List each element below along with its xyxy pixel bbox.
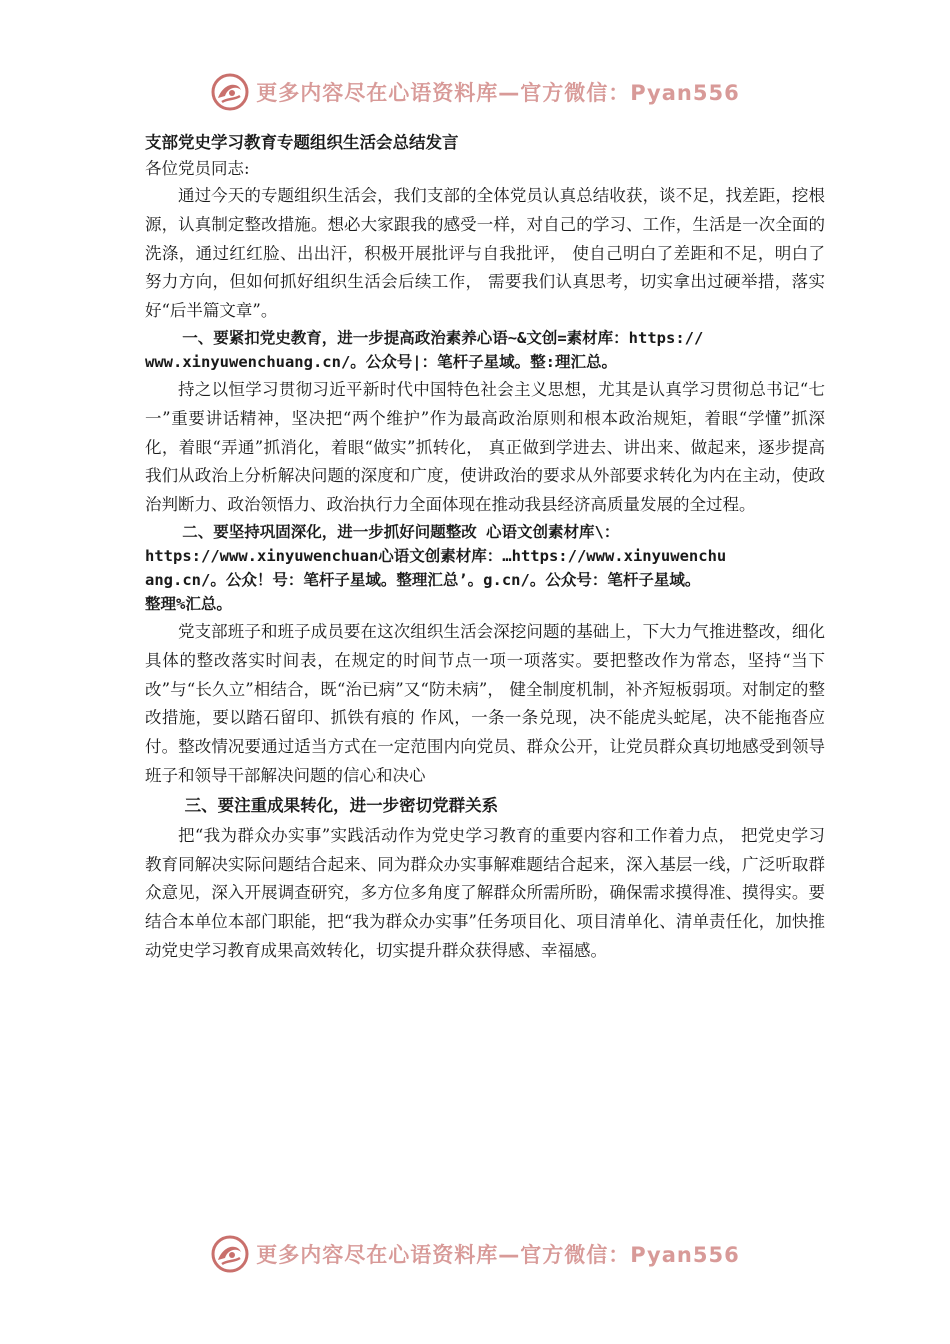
section-3-body: 把“我为群众办实事”实践活动作为党史学习教育的重要内容和工作着力点， 把党史学习教育同解决实际问题结合起来、同为群众办实事解难题结合起来，深入基层一线，广泛听取群众意见，深入开展调查研究，多方位多角度了解群众所需所盼，确保需求摸得准、摸得实。要结合本单位本部门职能，把“我为群众办实事”任务项目化、项目清单化、清单责任化，加快推动党史学习教育成果高效转化，切实提升群众获得感、幸福感。 [145,825,825,960]
watermark-text: 更多内容尽在心语资料库—官方微信：Pyan556 [256,1243,740,1267]
document-title: 支部党史学习教育专题组织生活会总结发言 [145,133,459,152]
swirl-logo-icon [210,72,250,112]
section-2-heading-cont-2: ang.cn/。公众！号：笔杆子星域。整理汇总’。g.cn/。公众号：笔杆子星域。 [145,570,701,589]
section-1-heading-cont: www.xinyuwenchuang.cn/。公众号|：笔杆子星域。整:理汇总。 [145,352,617,371]
section-2-body: 党支部班子和班子成员要在这次组织生活会深挖问题的基础上，下大力气推进整改，细化具体的整改落实时间表，在规定的时间节点一项一项落实。要把整改作为常态，坚持“当下改”与“长久立”相结合，既“治已病”又“防未病”， 健全制度机制，补齐短板弱项。对制定的整改措施，要以踏石留印、抓铁有痕的 作风，一条一条兑现，决不能虎头蛇尾，决不能拖沓应付。整改情况要通过适当方式在一定范围内向党员、群众公开，让党员群众真切地感受到领导班子和领导干部解决问题的信心和决心 [145,621,825,785]
section-3-heading: 三、要注重成果转化，进一步密切党群关系 [184,795,499,815]
intro-paragraph: 通过今天的专题组织生活会，我们支部的全体党员认真总结收获，谈不足，找差距，挖根源，认真制定整改措施。想必大家跟我的感受一样，对自己的学习、工作，生活是一次全面的洗涤，通过红红脸、出出汗，积极开展批评与自我批评， 使自己明白了差距和不足，明白了努力方向，但如何抓好组织生活会后续工作， 需要我们认真思考，切实拿出过硬举措，落实好“后半篇文章”。 [145,186,825,321]
watermark-footer [0,1230,950,1278]
watermark-header [0,68,950,116]
section-1-heading: 一、要紧扣党史教育，进一步提高政治素养心语~&文创=素材库：https:// [182,328,704,347]
section-2-heading: 二、要坚持巩固深化，进一步抓好问题整改 心语文创素材库\： [182,522,620,541]
section-2-heading-cont-1: https://www.xinyuwenchuan心语文创素材库：…https://www.xinyuwenchu [145,546,727,565]
section-1-body: 持之以恒学习贯彻习近平新时代中国特色社会主义思想，尤其是认真学习贯彻总书记“七一”重要讲话精神，坚决把“两个维护”作为最高政治原则和根本政治规矩，着眼“学懂”抓深化，着眼“弄通”抓消化，着眼“做实”抓转化， 真正做到学进去、讲出来、做起来，逐步提高我们从政治上分析解决问题的深度和广度，使讲政治的要求从外部要求转化为内在主动，使政治判断力、政治领悟力、政治执行力全面体现在推动我县经济高质量发展的全过程。 [145,379,825,515]
swirl-logo-icon [210,1234,250,1274]
watermark-text: 更多内容尽在心语资料库—官方微信：Pyan556 [256,81,740,105]
salutation: 各位党员同志: [145,159,250,178]
section-2-heading-cont-3: 整理%汇总。 [145,594,232,613]
document-body [145,130,825,966]
